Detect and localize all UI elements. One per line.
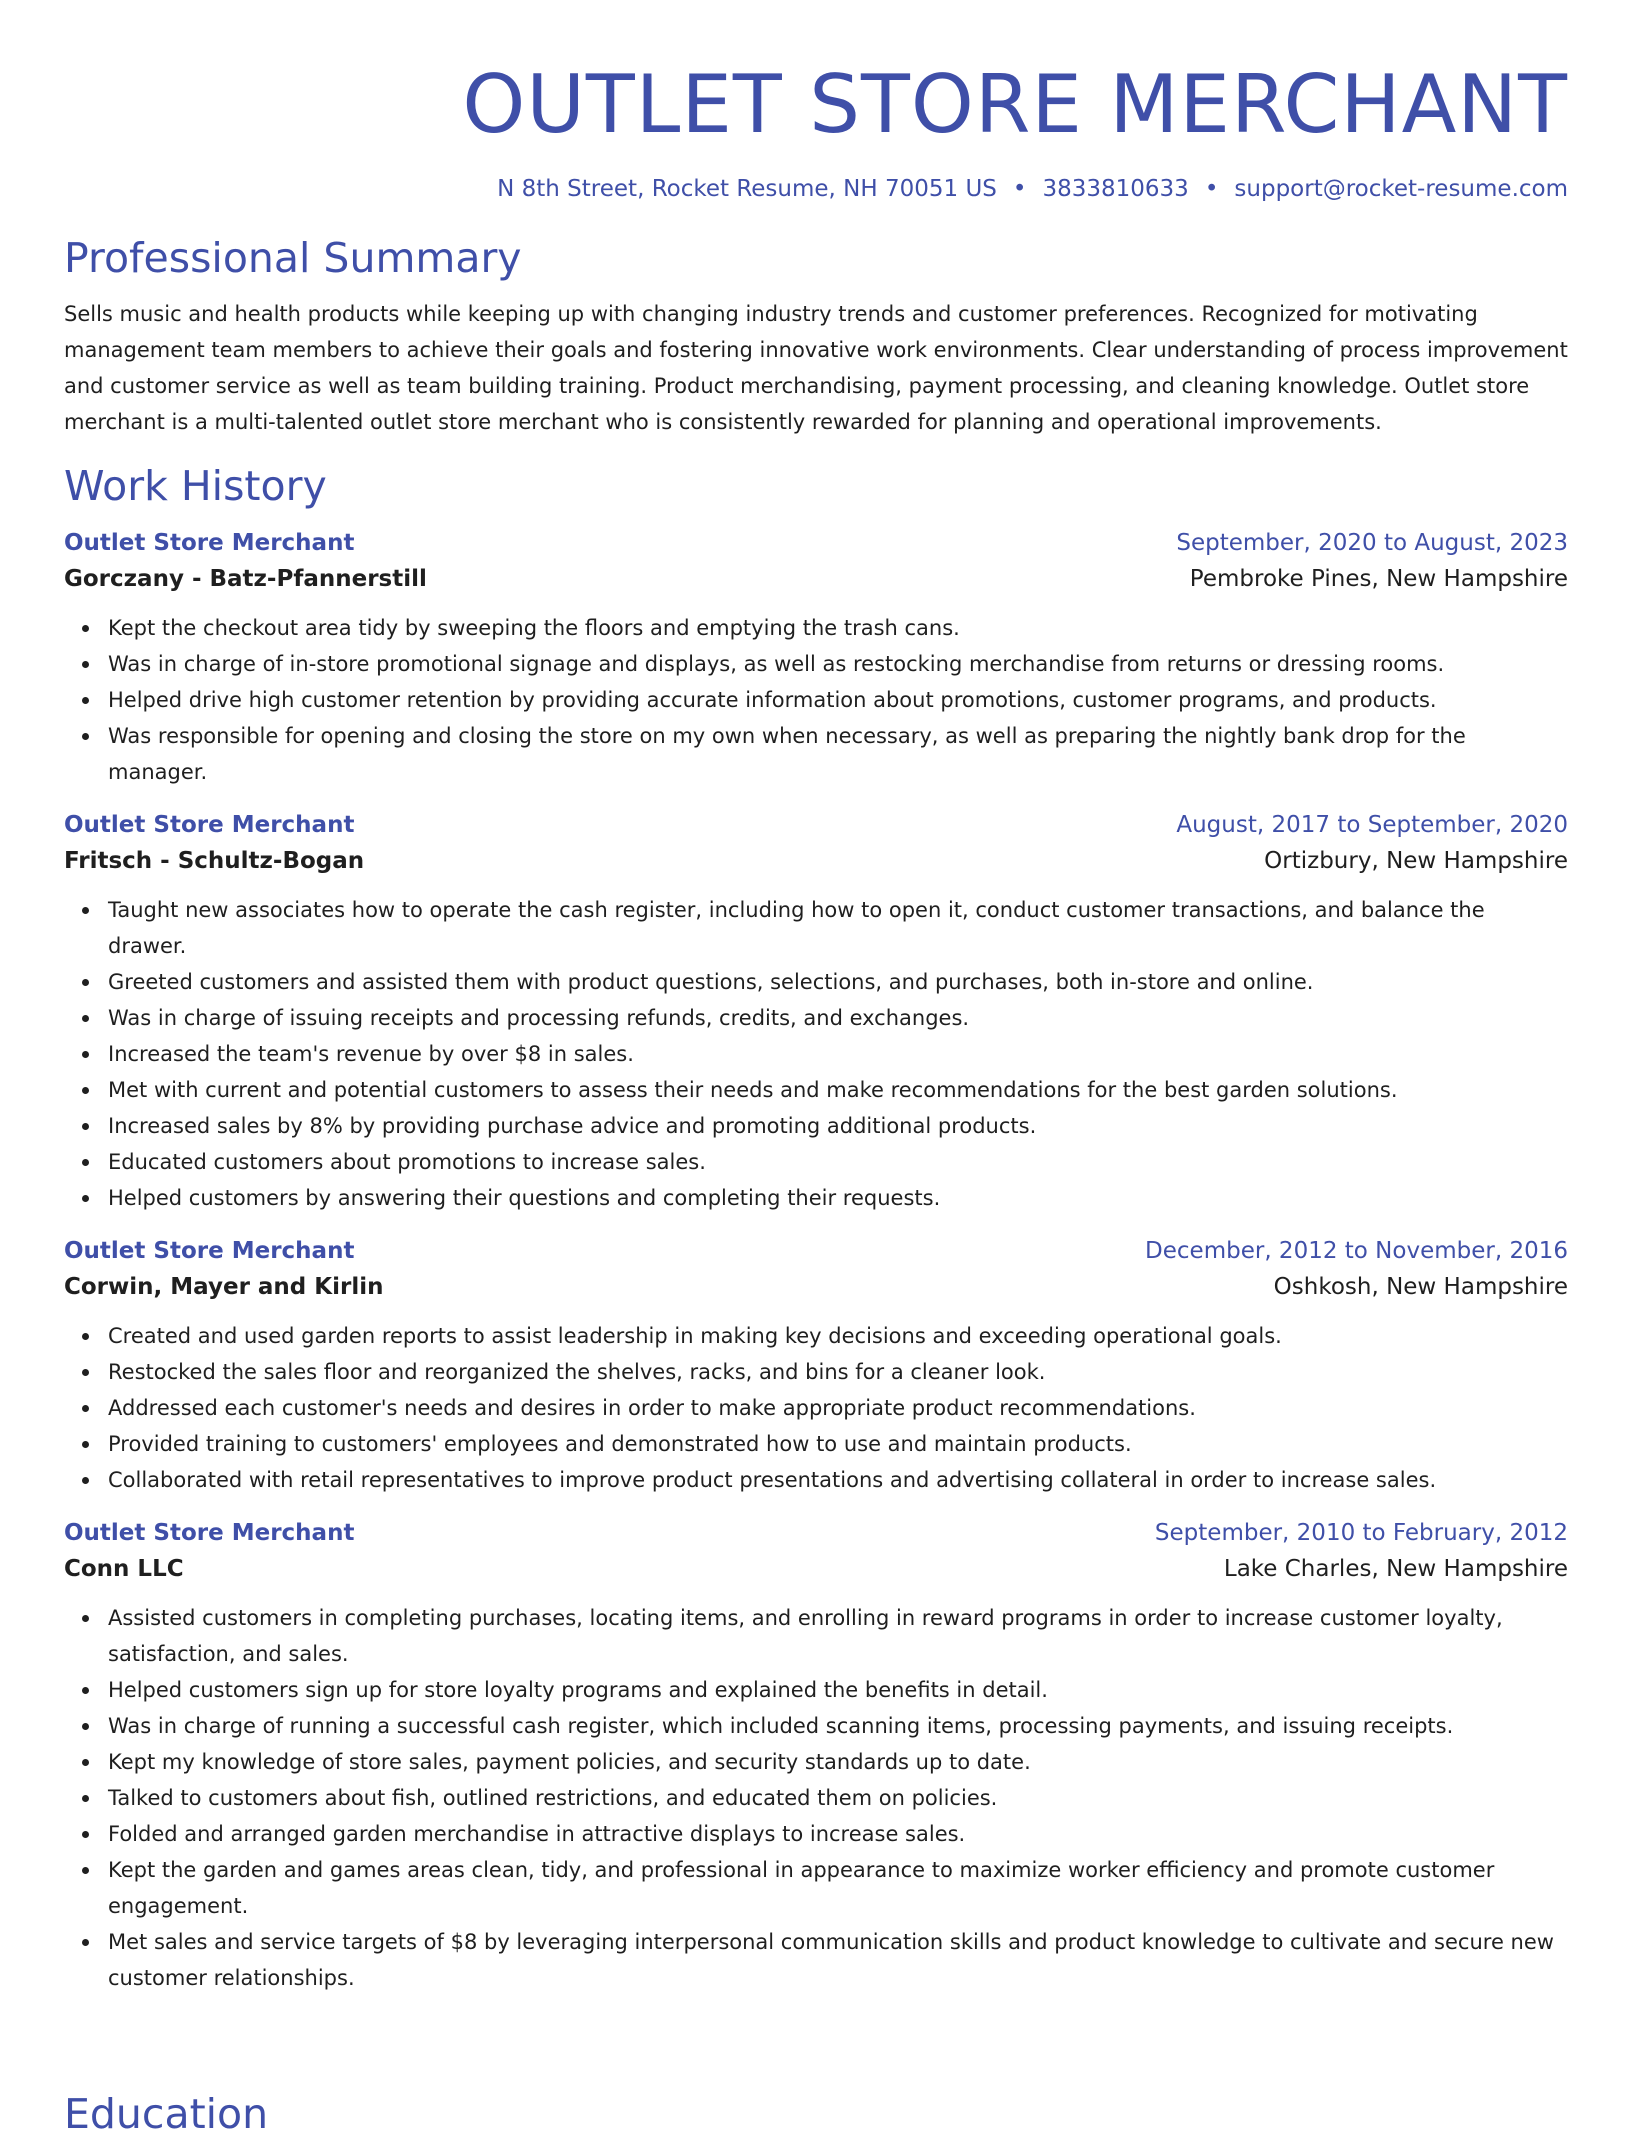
job-company: Conn LLC	[64, 1556, 184, 1582]
job-title: Outlet Store Merchant	[64, 812, 355, 838]
job-bullet: Created and used garden reports to assist leadership in making key decisions and exceeding operational goals.	[108, 1318, 1568, 1354]
job-bullet: Was in charge of in-store promotional signage and displays, as well as restocking merchandise from returns or dressing rooms.	[108, 646, 1568, 682]
job-bullets	[64, 892, 1568, 1216]
job-entry	[64, 1234, 1568, 1498]
job-company: Corwin, Mayer and Kirlin	[64, 1274, 384, 1300]
job-title: Outlet Store Merchant	[64, 1238, 355, 1264]
job-bullet: Kept the checkout area tidy by sweeping the floors and emptying the trash cans.	[108, 610, 1568, 646]
contact-line	[64, 174, 1568, 204]
job-bullet: Assisted customers in completing purchases, locating items, and enrolling in reward programs in order to increase customer loyalty, satisfaction, and sales.	[108, 1600, 1568, 1672]
education-heading: Education	[64, 2090, 269, 2138]
job-bullet: Folded and arranged garden merchandise in attractive displays to increase sales.	[108, 1816, 1568, 1852]
summary-heading: Professional Summary	[64, 234, 522, 282]
job-bullet: Helped customers by answering their questions and completing their requests.	[108, 1180, 1568, 1216]
resume-header	[64, 0, 1568, 204]
job-bullet: Restocked the sales floor and reorganized the shelves, racks, and bins for a cleaner look.	[108, 1354, 1568, 1390]
job-dates: August, 2017 to September, 2020	[1176, 812, 1568, 838]
job-dates: September, 2020 to August, 2023	[1176, 530, 1568, 556]
job-bullet: Educated customers about promotions to increase sales.	[108, 1144, 1568, 1180]
job-bullet: Addressed each customer's needs and desires in order to make appropriate product recommendations.	[108, 1390, 1568, 1426]
job-bullets	[64, 610, 1568, 790]
job-entry	[64, 1516, 1568, 1996]
contact-separator: •	[1204, 176, 1219, 202]
job-location: Lake Charles, New Hampshire	[1223, 1556, 1568, 1582]
job-bullets	[64, 1318, 1568, 1498]
job-location: Pembroke Pines, New Hampshire	[1189, 566, 1568, 592]
work-history-section	[64, 460, 1568, 1996]
job-bullet: Provided training to customers' employees and demonstrated how to use and maintain products.	[108, 1426, 1568, 1462]
job-dates: December, 2012 to November, 2016	[1145, 1238, 1568, 1264]
work-history-heading: Work History	[64, 462, 327, 510]
job-bullet: Kept my knowledge of store sales, payment policies, and security standards up to date.	[108, 1744, 1568, 1780]
job-dates: September, 2010 to February, 2012	[1154, 1520, 1568, 1546]
job-location: Oshkosh, New Hampshire	[1273, 1274, 1568, 1300]
job-company: Gorczany - Batz-Pfannerstill	[64, 566, 427, 592]
summary-text: Sells music and health products while keeping up with changing industry trends and customer preferences. Recognized for motivating management team members to achieve their goals and fostering innovative work environments. Clear understanding of process improvement and customer service as well as team building training. Product merchandising, payment processing, and cleaning knowledge. Outlet store merchant is a multi-talented outlet store merchant who is consistently rewarded for planning and operational improvements.	[64, 302, 1568, 434]
job-bullet: Was in charge of issuing receipts and processing refunds, credits, and exchanges.	[108, 1000, 1568, 1036]
contact-phone: 3833810633	[1042, 176, 1189, 202]
job-bullet: Helped customers sign up for store loyalty programs and explained the benefits in detail.	[108, 1672, 1568, 1708]
job-bullet: Greeted customers and assisted them with product questions, selections, and purchases, both in-store and online.	[108, 964, 1568, 1000]
summary-section	[64, 232, 1568, 440]
contact-email: support@rocket-resume.com	[1234, 176, 1568, 202]
job-bullet: Met with current and potential customers to assess their needs and make recommendations for the best garden solutions.	[108, 1072, 1568, 1108]
job-bullet: Was responsible for opening and closing the store on my own when necessary, as well as preparing the nightly bank drop for the manager.	[108, 718, 1568, 790]
job-bullet: Kept the garden and games areas clean, tidy, and professional in appearance to maximize worker efficiency and promote customer engagement.	[108, 1852, 1568, 1924]
job-bullets	[64, 1600, 1568, 1996]
job-company: Fritsch - Schultz-Bogan	[64, 848, 365, 874]
job-bullet: Met sales and service targets of $8 by leveraging interpersonal communication skills and product knowledge to cultivate and secure new customer relationships.	[108, 1924, 1568, 1996]
candidate-name: OUTLET STORE MERCHANT	[462, 58, 1568, 151]
job-bullet: Talked to customers about fish, outlined restrictions, and educated them on policies.	[108, 1780, 1568, 1816]
job-entry	[64, 808, 1568, 1216]
job-bullet: Increased the team's revenue by over $8 in sales.	[108, 1036, 1568, 1072]
job-bullet: Helped drive high customer retention by providing accurate information about promotions, customer programs, and products.	[108, 682, 1568, 718]
job-entry	[64, 526, 1568, 790]
job-bullet: Taught new associates how to operate the cash register, including how to open it, conduct customer transactions, and balance the drawer.	[108, 892, 1568, 964]
contact-address: N 8th Street, Rocket Resume, NH 70051 US	[497, 176, 997, 202]
job-bullet: Was in charge of running a successful cash register, which included scanning items, processing payments, and issuing receipts.	[108, 1708, 1568, 1744]
job-title: Outlet Store Merchant	[64, 1520, 355, 1546]
job-title: Outlet Store Merchant	[64, 530, 355, 556]
job-bullet: Increased sales by 8% by providing purchase advice and promoting additional products.	[108, 1108, 1568, 1144]
resume-page	[64, 0, 1568, 2138]
job-location: Ortizbury, New Hampshire	[1264, 848, 1568, 874]
job-bullet: Collaborated with retail representatives to improve product presentations and advertising collateral in order to increase sales.	[108, 1462, 1568, 1498]
contact-separator: •	[1012, 176, 1027, 202]
